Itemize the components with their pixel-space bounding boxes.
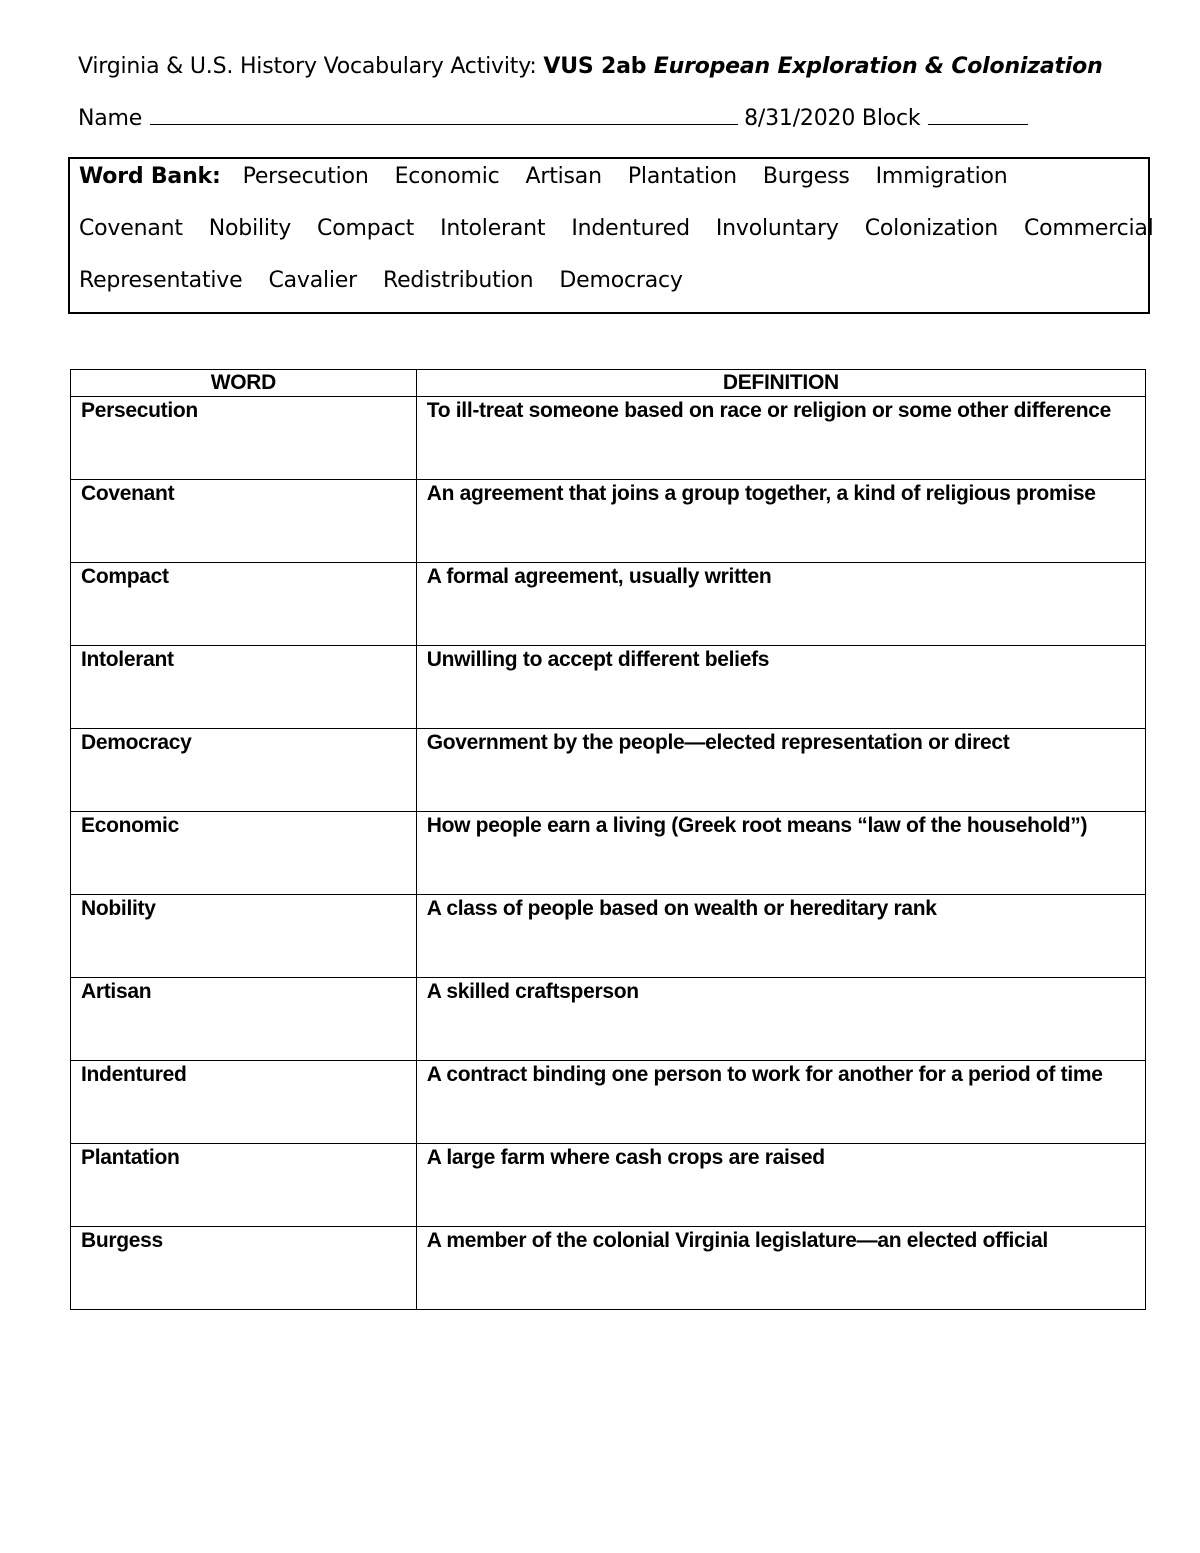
word-bank-term: Commercial bbox=[1023, 216, 1154, 241]
vocab-definition: To ill-treat someone based on race or religion or some other difference bbox=[416, 397, 1145, 480]
word-bank-term: Economic bbox=[394, 164, 500, 189]
word-bank-term: Artisan bbox=[525, 164, 602, 189]
vocab-word: Compact bbox=[71, 563, 417, 646]
name-date-line bbox=[78, 106, 1028, 131]
vocab-word: Economic bbox=[71, 812, 417, 895]
word-bank-term: Plantation bbox=[627, 164, 737, 189]
date-text: 8/31/2020 bbox=[744, 106, 856, 131]
table-header-row bbox=[71, 370, 1146, 397]
word-bank-term: Persecution bbox=[242, 164, 369, 189]
word-bank bbox=[68, 157, 1154, 314]
word-bank-term: Covenant bbox=[79, 216, 183, 241]
word-bank-term: Colonization bbox=[864, 216, 998, 241]
name-blank[interactable] bbox=[150, 106, 738, 125]
block-blank[interactable] bbox=[928, 106, 1028, 125]
word-bank-term: Nobility bbox=[208, 216, 292, 241]
vocab-definition: A class of people based on wealth or hereditary rank bbox=[416, 895, 1145, 978]
vocab-definition: An agreement that joins a group together, a kind of religious promise bbox=[416, 480, 1145, 563]
table-row bbox=[71, 978, 1146, 1061]
table-row bbox=[71, 397, 1146, 480]
word-bank-term: Redistribution bbox=[383, 268, 534, 293]
vocab-word: Artisan bbox=[71, 978, 417, 1061]
definition-column-header: DEFINITION bbox=[416, 370, 1145, 397]
table-row bbox=[71, 895, 1146, 978]
table-row bbox=[71, 729, 1146, 812]
page-title bbox=[78, 54, 1103, 79]
word-bank-term: Indentured bbox=[571, 216, 690, 241]
word-bank-term: Representative bbox=[79, 268, 243, 293]
vocab-word: Covenant bbox=[71, 480, 417, 563]
title-prefix: Virginia & U.S. History Vocabulary Activity: bbox=[78, 54, 544, 79]
vocab-definition: Unwilling to accept different beliefs bbox=[416, 646, 1145, 729]
word-bank-term: Immigration bbox=[875, 164, 1008, 189]
table-row bbox=[71, 1227, 1146, 1310]
vocab-word: Persecution bbox=[71, 397, 417, 480]
word-bank-label: Word Bank: bbox=[79, 164, 221, 189]
vocab-word: Nobility bbox=[71, 895, 417, 978]
word-bank-row bbox=[79, 161, 1148, 213]
vocab-definition: A member of the colonial Virginia legislature—an elected official bbox=[416, 1227, 1145, 1310]
word-bank-term: Involuntary bbox=[715, 216, 839, 241]
name-label: Name bbox=[78, 106, 143, 131]
word-bank-term: Burgess bbox=[762, 164, 850, 189]
table-row bbox=[71, 812, 1146, 895]
vocab-word: Indentured bbox=[71, 1061, 417, 1144]
word-bank-term: Democracy bbox=[559, 268, 683, 293]
word-bank-term: Cavalier bbox=[268, 268, 357, 293]
standard-code: VUS 2ab bbox=[543, 54, 654, 79]
vocab-definition: Government by the people—elected representation or direct bbox=[416, 729, 1145, 812]
vocab-definition: A formal agreement, usually written bbox=[416, 563, 1145, 646]
word-bank-term: Compact bbox=[317, 216, 415, 241]
vocab-word: Intolerant bbox=[71, 646, 417, 729]
table-row bbox=[71, 1144, 1146, 1227]
word-bank-term: Intolerant bbox=[440, 216, 546, 241]
vocab-definition: How people earn a living (Greek root means “law of the household”) bbox=[416, 812, 1145, 895]
table-row bbox=[71, 646, 1146, 729]
table-row bbox=[71, 1061, 1146, 1144]
block-label: Block bbox=[861, 106, 921, 131]
vocab-word: Plantation bbox=[71, 1144, 417, 1227]
vocabulary-table bbox=[70, 369, 1146, 1310]
word-bank-row bbox=[79, 265, 1148, 317]
word-bank-row bbox=[79, 213, 1154, 265]
vocab-word: Burgess bbox=[71, 1227, 417, 1310]
table-row bbox=[71, 563, 1146, 646]
vocab-definition: A large farm where cash crops are raised bbox=[416, 1144, 1145, 1227]
unit-topic: European Exploration & Colonization bbox=[653, 54, 1103, 79]
word-column-header: WORD bbox=[71, 370, 417, 397]
vocab-word: Democracy bbox=[71, 729, 417, 812]
vocab-definition: A skilled craftsperson bbox=[416, 978, 1145, 1061]
vocab-definition: A contract binding one person to work for another for a period of time bbox=[416, 1061, 1145, 1144]
table-row bbox=[71, 480, 1146, 563]
